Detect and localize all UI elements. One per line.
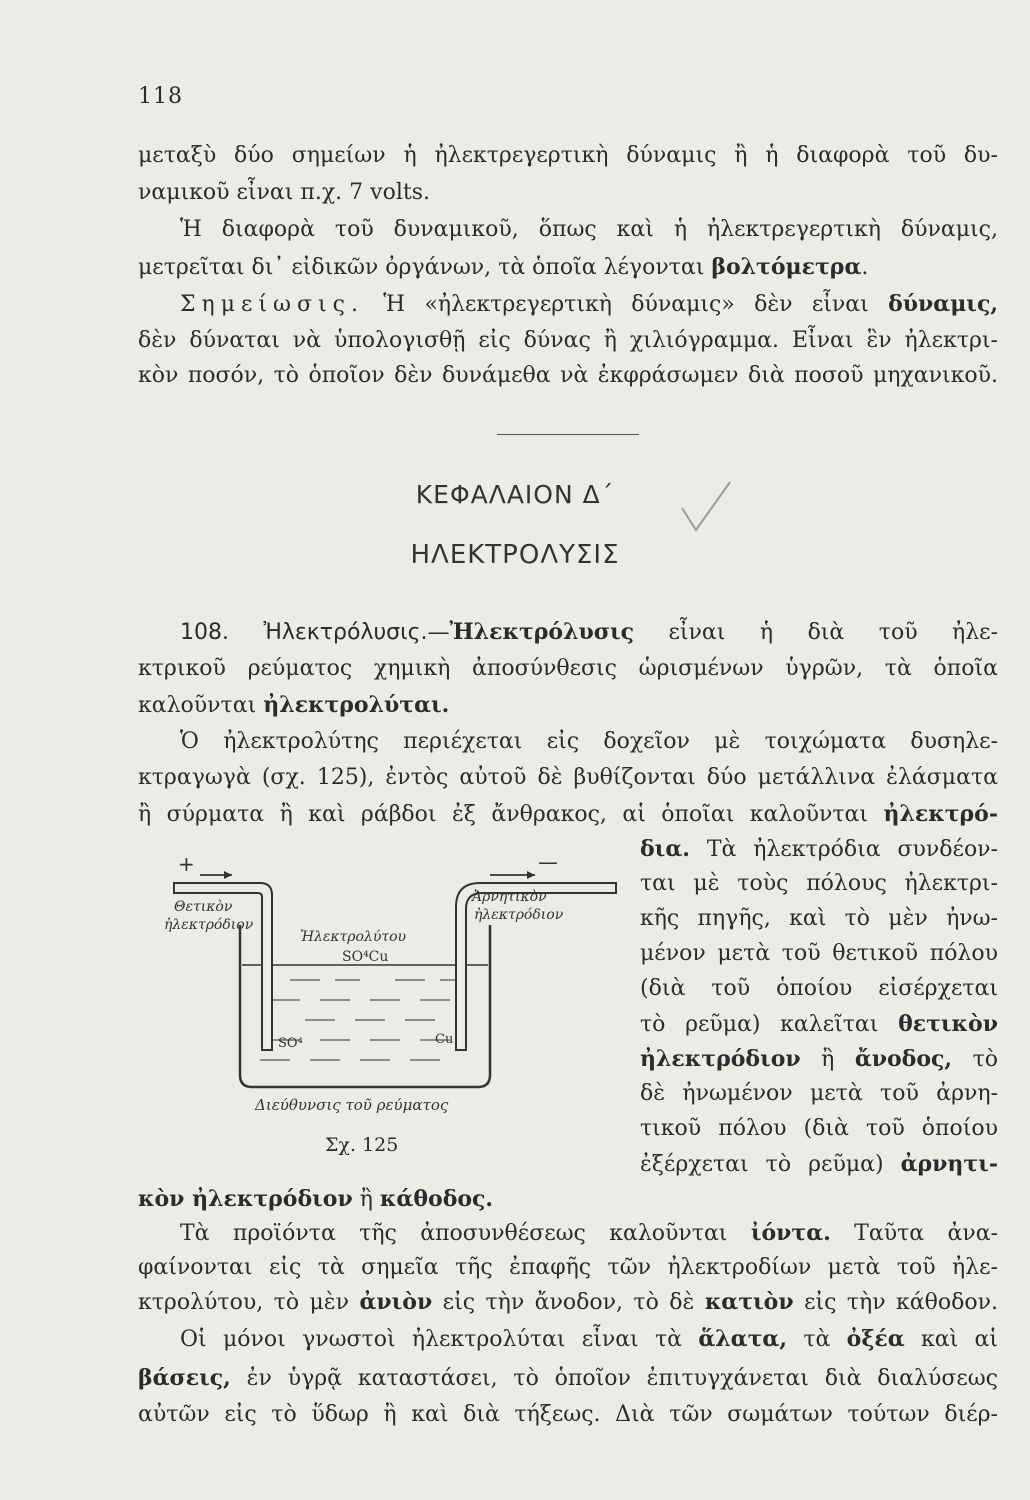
- text-line: αὐτῶν εἰς τὸ ὕδωρ ἢ καὶ διὰ τήξεως. Διὰ τῶν σωμάτων τούτων διέρ-: [138, 1402, 998, 1427]
- page-number: 118: [138, 84, 183, 109]
- note-label: Σημείωσις.: [180, 292, 364, 317]
- side-text-line: ται μὲ τοὺς πόλους ἠλεκτρι-: [640, 871, 998, 896]
- term-electrolytes: ἠλεκτρολύται.: [263, 692, 450, 718]
- side-text-line: ἠλεκτρόδιον ἢ ἄνοδος, τὸ: [640, 1046, 998, 1072]
- side-text-line: μένον μετὰ τοῦ θετικοῦ πόλου: [640, 941, 998, 966]
- minus-sign: —: [538, 850, 558, 874]
- text-line: καλοῦνται ἠλεκτρολύται.: [138, 692, 450, 718]
- formula-label: SO⁴Cu: [342, 949, 389, 965]
- electrolysis-diagram: [160, 850, 630, 1114]
- side-text-line: τικοῦ πόλου (διὰ τοῦ ὁποίου: [640, 1116, 998, 1141]
- text-line: κτραγωγὰ (σχ. 125), ἐντὸς αὐτοῦ δὲ βυθίζονται δύο μετάλλινα ἐλάσματα: [138, 765, 998, 790]
- text-line: φαίνονται εἰς τὰ σημεῖα τῆς ἐπαφῆς τῶν ἠλεκτροδίων μετὰ τοῦ ἠλε-: [138, 1255, 998, 1280]
- term-electrolysis: Ἠλεκτρόλυσις: [449, 619, 635, 645]
- cathode-label-2: ἠλεκτρόδιον: [474, 907, 564, 923]
- text-line: μεταξὺ δύο σημείων ἡ ἠλεκτρεγερτικὴ δύναμις ἢ ἡ διαφορὰ τοῦ δυ-: [138, 143, 998, 168]
- side-text-line: τὸ ρεῦμα) καλεῖται θετικὸν: [640, 1011, 998, 1037]
- text-line: ναμικοῦ εἶναι π.χ. 7 volts.: [138, 180, 430, 205]
- side-text-line: (διὰ τοῦ ὁποίου εἰσέρχεται: [640, 976, 998, 1001]
- anode-label-2: ἠλεκτρόδιον: [164, 917, 254, 933]
- text-line: κτρικοῦ ρεύματος χημικὴ ἀποσύνθεσις ὡρισμένων ὑγρῶν, τὰ ὁποῖα: [138, 656, 998, 681]
- cation-label: Cu: [435, 1032, 454, 1047]
- note-line: κὸν ποσόν, τὸ ὁποῖον δὲν δυνάμεθα νὰ ἐκφράσωμεν διὰ ποσοῦ μηχανικοῦ.: [138, 363, 998, 388]
- pencil-checkmark: [670, 478, 750, 538]
- side-text-line: ἐξέρχεται τὸ ρεῦμα) ἀρνητι-: [640, 1151, 998, 1177]
- term-ions: ἰόντα.: [750, 1220, 831, 1246]
- electrolysis-figure: [160, 850, 630, 1114]
- text-line: Τὰ προϊόντα τῆς ἀποσυνθέσεως καλοῦνται ἰόντα. Ταῦτα ἀνα-: [180, 1220, 998, 1246]
- chapter-label: ΚΕΦΑΛΑΙΟΝ Δ΄: [415, 480, 615, 509]
- cathode-label-1: Ἀρνητικὸν: [472, 889, 547, 905]
- side-text-line: κῆς πηγῆς, καὶ τὸ μὲν ἠνω-: [640, 906, 998, 931]
- current-direction-label: Διεύθυνσις τοῦ ρεύματος: [255, 1096, 449, 1114]
- text-line: ἢ σύρματα ἢ καὶ ράβδοι ἐξ ἄνθρακος, αἱ ὁποῖαι καλοῦνται ἠλεκτρό-: [138, 801, 998, 827]
- text-line: μετρεῖται δι᾽ εἰδικῶν ὀργάνων, τὰ ὁποῖα λέγονται βολτόμετρα.: [138, 254, 869, 280]
- electrolyte-label: Ἠλεκτρολύτου: [300, 929, 407, 945]
- side-text-line: δὲ ἠνωμένον μετὰ τοῦ ἀρνη-: [640, 1081, 998, 1106]
- note-line: δὲν δύναται νὰ ὑπολογισθῇ εἰς δύνας ἢ χιλιόγραμμα. Εἶναι ἓν ἠλεκτρι-: [138, 328, 998, 353]
- text-line: βάσεις, ἐν ὑγρᾷ καταστάσει, τὸ ὁποῖον ἐπιτυγχάνεται διὰ διαλύσεως: [138, 1365, 998, 1391]
- note-line: Σημείωσις. Ἡ «ἠλεκτρεγερτικὴ δύναμις» δὲν εἶναι δύναμις,: [180, 291, 998, 317]
- section-title: 108. Ἠλεκτρόλυσις.: [180, 620, 428, 645]
- term-cathode: κάθοδος.: [379, 1186, 494, 1212]
- text-line: Ἡ διαφορὰ τοῦ δυναμικοῦ, ὅπως καὶ ἡ ἠλεκτρεγερτικὴ δύναμις,: [180, 217, 998, 242]
- text-line: Οἱ μόνοι γνωστοὶ ἠλεκτρολύται εἶναι τὰ ἅλατα, τὰ ὀξέα καὶ αἱ: [180, 1326, 999, 1352]
- anion-label: SO⁴: [278, 1036, 303, 1051]
- text-line: κὸν ἠλεκτρόδιον ἢ κάθοδος.: [138, 1186, 494, 1212]
- term-voltmeter: βολτόμετρα: [711, 254, 862, 280]
- text-line: κτρολύτου, τὸ μὲν ἀνιὸν εἰς τὴν ἄνοδον, τὸ δὲ κατιὸν εἰς τὴν κάθοδον.: [138, 1289, 998, 1315]
- anode-label-1: Θετικὸν: [174, 899, 233, 915]
- text-line: Ὁ ἠλεκτρολύτης περιέχεται εἰς δοχεῖον μὲ τοιχώματα δυσηλε-: [180, 729, 998, 754]
- figure-caption: Σχ. 125: [325, 1134, 399, 1156]
- chapter-title: ΗΛΕΚΤΡΟΛΥΣΙΣ: [410, 540, 620, 570]
- section-heading-line: 108. Ἠλεκτρόλυσις.—Ἠλεκτρόλυσις εἶναι ἡ διὰ τοῦ ἠλε-: [180, 619, 999, 645]
- section-divider: [497, 434, 639, 435]
- side-text-line: δια. Τὰ ἠλεκτρόδια συνδέον-: [640, 836, 998, 862]
- plus-sign: +: [178, 852, 195, 876]
